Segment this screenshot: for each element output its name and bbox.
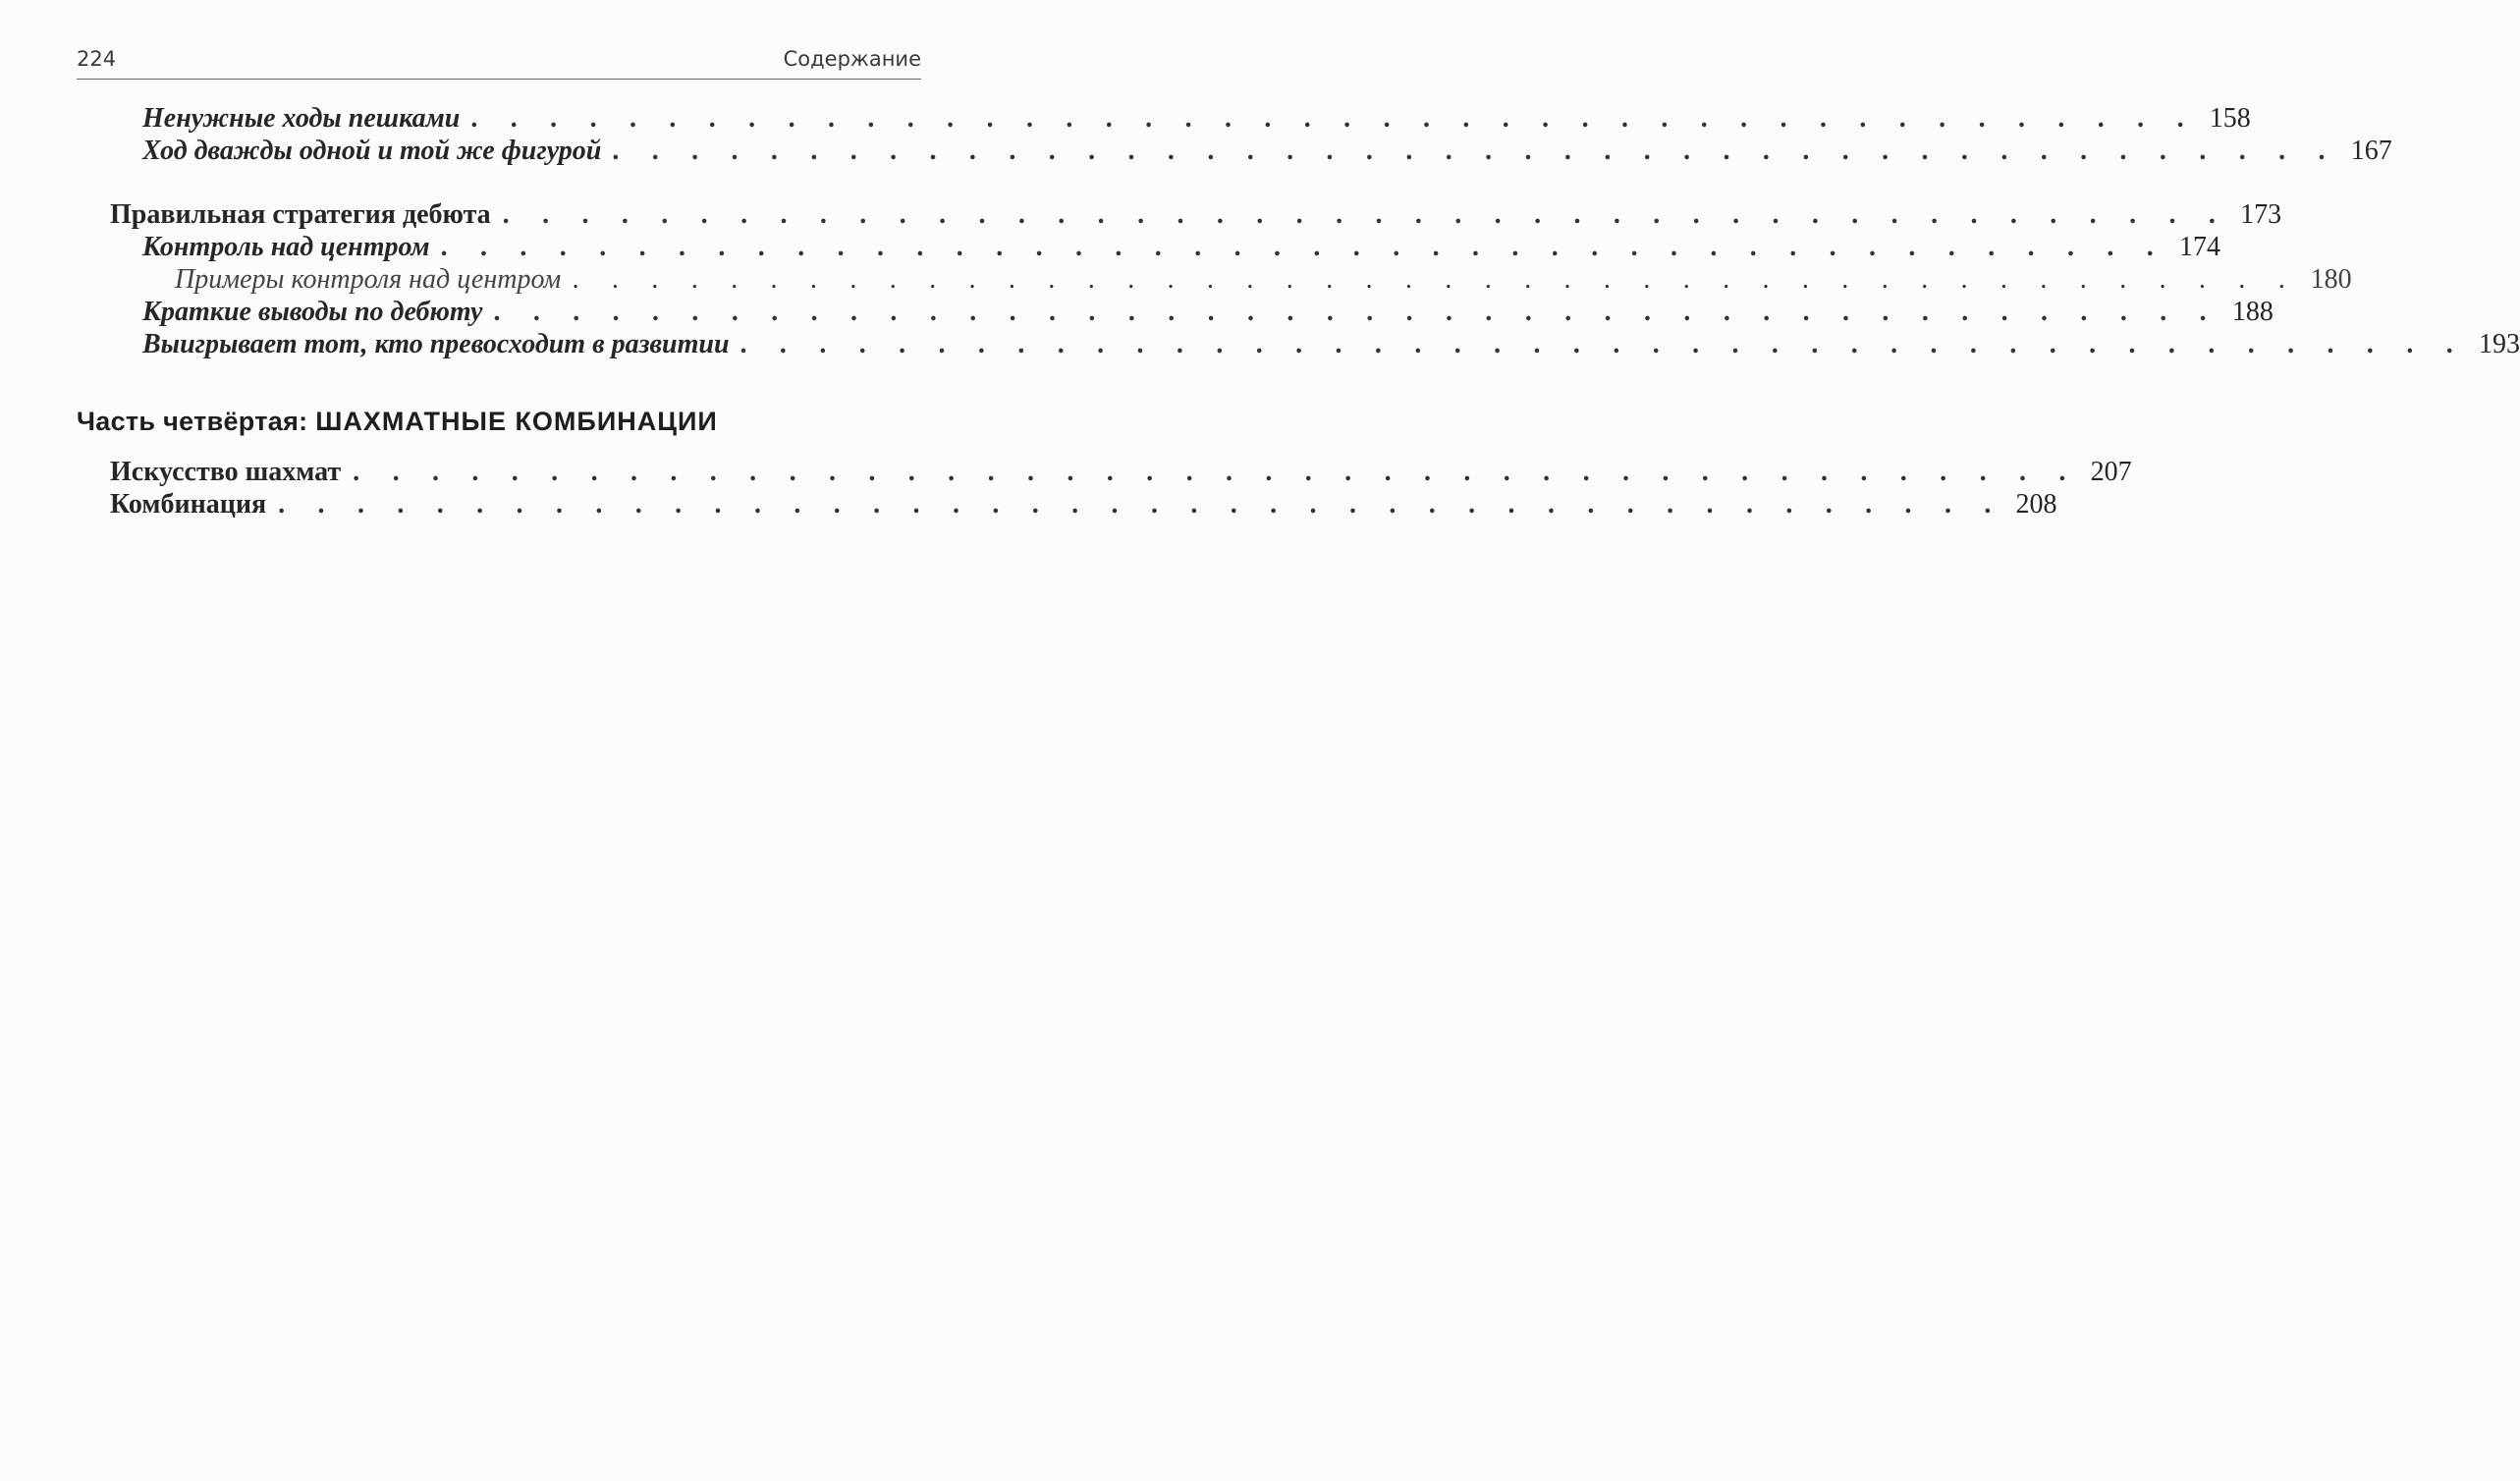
toc-entry-title: Правильная стратегия дебюта: [110, 199, 491, 230]
toc-leader-dots: . . . . . . . . . . . . . . . . . . . . . . . . . . . . . . . . . . . . . . . . . . . .: [471, 103, 2198, 134]
toc-entry-page: 208: [2015, 489, 2057, 520]
toc-entry-title: Ненужные ходы пешками: [142, 103, 461, 134]
toc-entry-page: 180: [2310, 264, 2352, 295]
toc-entry-title: Краткие выводы по дебюту: [142, 297, 483, 327]
toc-entry-page: 167: [2350, 136, 2392, 166]
page-number: 224: [77, 47, 117, 71]
toc-entry[interactable]: [142, 296, 2273, 329]
toc-entry-page: 173: [2240, 199, 2282, 230]
toc-entry[interactable]: [142, 135, 2392, 168]
toc-entry[interactable]: [110, 198, 2282, 232]
toc-leader-dots: . . . . . . . . . . . . . . . . . . . . . . . . . . . . . . . . . . . . . . . . . . . .: [740, 329, 2467, 359]
toc-entry-page: 193: [2478, 329, 2520, 359]
toc-entry[interactable]: [142, 328, 2520, 361]
toc-entry-title: Контроль над центром: [142, 232, 430, 262]
part-heading-name: ШАХМАТНЫЕ КОМБИНАЦИИ: [315, 407, 718, 436]
toc-leader-dots: . . . . . . . . . . . . . . . . . . . . . . . . . . . . . . . . . . . . . . . . . . . .: [441, 232, 2167, 262]
page-header: [77, 43, 921, 80]
toc-leader-dots: . . . . . . . . . . . . . . . . . . . . . . . . . . . . . . . . . . . . . . . . . . . .: [353, 457, 2079, 487]
toc-entry-page: 158: [2209, 103, 2251, 134]
toc-entry-page: 207: [2090, 457, 2132, 487]
toc-entry-page: 188: [2231, 297, 2273, 327]
toc-leader-dots: . . . . . . . . . . . . . . . . . . . . . . . . . . . . . . . . . . . . . . . . . . . .: [502, 199, 2229, 230]
toc-entry[interactable]: [142, 102, 2251, 136]
toc-entry-title: Примеры контроля над центром: [175, 264, 562, 295]
running-title: Содержание: [783, 47, 921, 71]
toc-entry[interactable]: [175, 263, 2352, 297]
toc-entry[interactable]: [110, 456, 2132, 489]
toc-leader-dots: . . . . . . . . . . . . . . . . . . . . . . . . . . . . . . . . . . . . . . . . . . . .: [613, 136, 2339, 166]
toc-entry-title: Искусство шахмат: [110, 457, 342, 487]
toc-leader-dots: . . . . . . . . . . . . . . . . . . . . . . . . . . . . . . . . . . . . . . . . . . . .: [278, 489, 2004, 520]
toc-entry-title: Ход дважды одной и той же фигурой: [142, 136, 602, 166]
toc-entry-title: Комбинация: [110, 489, 267, 520]
toc-entry-title: Выигрывает тот, кто превосходит в развитии: [142, 329, 730, 359]
toc-entry[interactable]: [110, 488, 2057, 521]
toc-entry[interactable]: [142, 231, 2220, 264]
part-heading-label: Часть четвёртая:: [77, 407, 308, 436]
toc-entry-page: 174: [2179, 232, 2220, 262]
part-heading: [77, 407, 718, 437]
toc-leader-dots: . . . . . . . . . . . . . . . . . . . . . . . . . . . . . . . . . . . . . . . . . . . .: [573, 264, 2299, 295]
toc-leader-dots: . . . . . . . . . . . . . . . . . . . . . . . . . . . . . . . . . . . . . . . . . . . .: [494, 297, 2220, 327]
